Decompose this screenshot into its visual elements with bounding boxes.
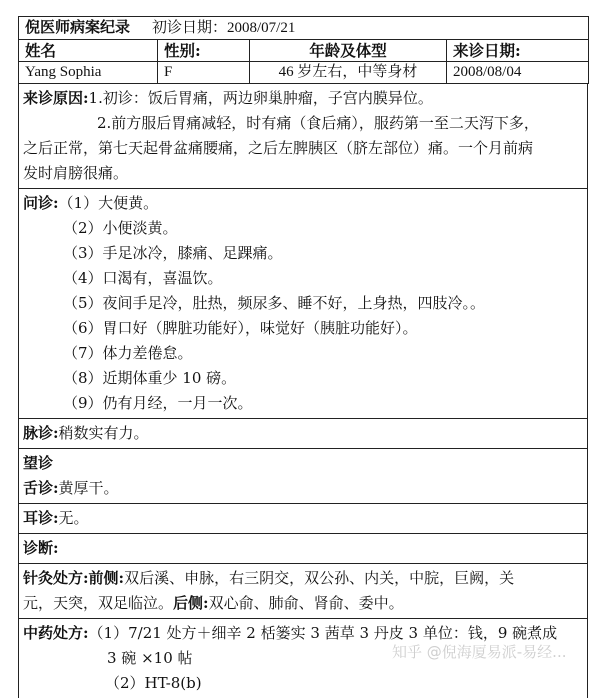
inquiry-section	[18, 189, 588, 419]
pulse-section	[18, 419, 588, 449]
herbal-label: 中药处方:	[23, 624, 89, 642]
inquiry-item: （5）夜间手足冷，肚热，频尿多、睡不好，上身热，四肢冷。。	[63, 294, 486, 312]
pulse-text: 稍数实有力。	[58, 424, 149, 442]
front-side-points-continued: 元，天突，双足临泣。	[23, 594, 174, 612]
inquiry-item: （8）近期体重少 10 磅。	[63, 369, 237, 387]
acupuncture-label: 针灸处方:	[23, 569, 89, 587]
reason-label: 来诊原因:	[23, 89, 89, 107]
tongue-text: 黄厚干。	[58, 479, 119, 497]
record-title-row	[19, 17, 589, 40]
reason-section	[18, 84, 588, 189]
visit-date: 2008/08/04	[447, 62, 589, 84]
column-sex-header: 性别:	[158, 40, 250, 62]
reason-line-4: 发时肩膀很痛。	[23, 164, 129, 182]
observe-tongue-section	[18, 449, 588, 504]
front-side-points: 双后溪、申脉，右三阴交，双公孙、内关，中脘，巨阙，关	[124, 569, 515, 587]
ear-label: 耳诊:	[23, 509, 59, 527]
inquiry-label: 问诊:	[23, 194, 59, 212]
herbal-item-1-continued: 3 碗 ×10 帖	[107, 649, 193, 667]
inquiry-item: （4）口渴有，喜温饮。	[63, 269, 223, 287]
reason-line-2: 2.前方服后胃痛减轻，时有痛（食后痛），服药第一至二天泻下多，	[97, 114, 539, 132]
inquiry-item: （1）大便黄。	[58, 194, 159, 212]
column-visit-date-header: 来诊日期:	[447, 40, 589, 62]
patient-name: Yang Sophia	[19, 62, 158, 84]
pulse-label: 脉诊:	[23, 424, 59, 442]
reason-line-1: 1.初诊：饭后胃痛，两边卵巢肿瘤，子宫内膜异位。	[88, 89, 433, 107]
patient-sex: F	[158, 62, 250, 84]
tongue-label: 舌诊:	[23, 479, 59, 497]
inquiry-item: （6）胃口好（脾脏功能好），味觉好（胰脏功能好）。	[63, 319, 418, 337]
acupuncture-section	[18, 564, 588, 619]
inquiry-item: （2）小便淡黄。	[63, 219, 178, 237]
herbal-item-2: （2）HT-8(b)	[105, 674, 202, 692]
medical-record	[18, 16, 588, 698]
column-name-header: 姓名	[19, 40, 158, 62]
first-visit-date: 初诊日期：2008/07/21	[152, 20, 296, 36]
back-side-points: 双心俞、肺俞、肾俞、委中。	[208, 594, 404, 612]
inquiry-item: （3）手足冰冷，膝痛、足踝痛。	[63, 244, 283, 262]
watermark: 知乎 @倪海厦易派-易经...	[392, 643, 567, 661]
reason-line-3: 之后正常，第七天起骨盆痛腰痛，之后左脾胰区（脐左部位）痛。一个月前病	[23, 139, 534, 157]
patient-age-build: 46 岁左右，中等身材	[250, 62, 447, 84]
herbal-item-1: （1）7/21 处方＋细辛 2 栝篓实 3 茜草 3 丹皮 3 单位：钱，9 碗煮成	[88, 624, 558, 642]
patient-info-table	[18, 16, 589, 84]
diagnosis-section	[18, 534, 588, 564]
record-title: 倪医师病案纪录	[25, 18, 131, 36]
inquiry-item: （7）体力差倦怠。	[63, 344, 193, 362]
diagnosis-label: 诊断:	[23, 539, 59, 557]
back-side-label: 后侧:	[173, 594, 209, 612]
column-age-header: 年龄及体型	[250, 40, 447, 62]
inquiry-item: （9）仍有月经，一月一次。	[63, 394, 253, 412]
front-side-label: 前侧:	[88, 569, 125, 587]
ear-text: 无。	[58, 509, 89, 527]
ear-section	[18, 504, 588, 534]
observe-label: 望诊	[23, 454, 54, 472]
